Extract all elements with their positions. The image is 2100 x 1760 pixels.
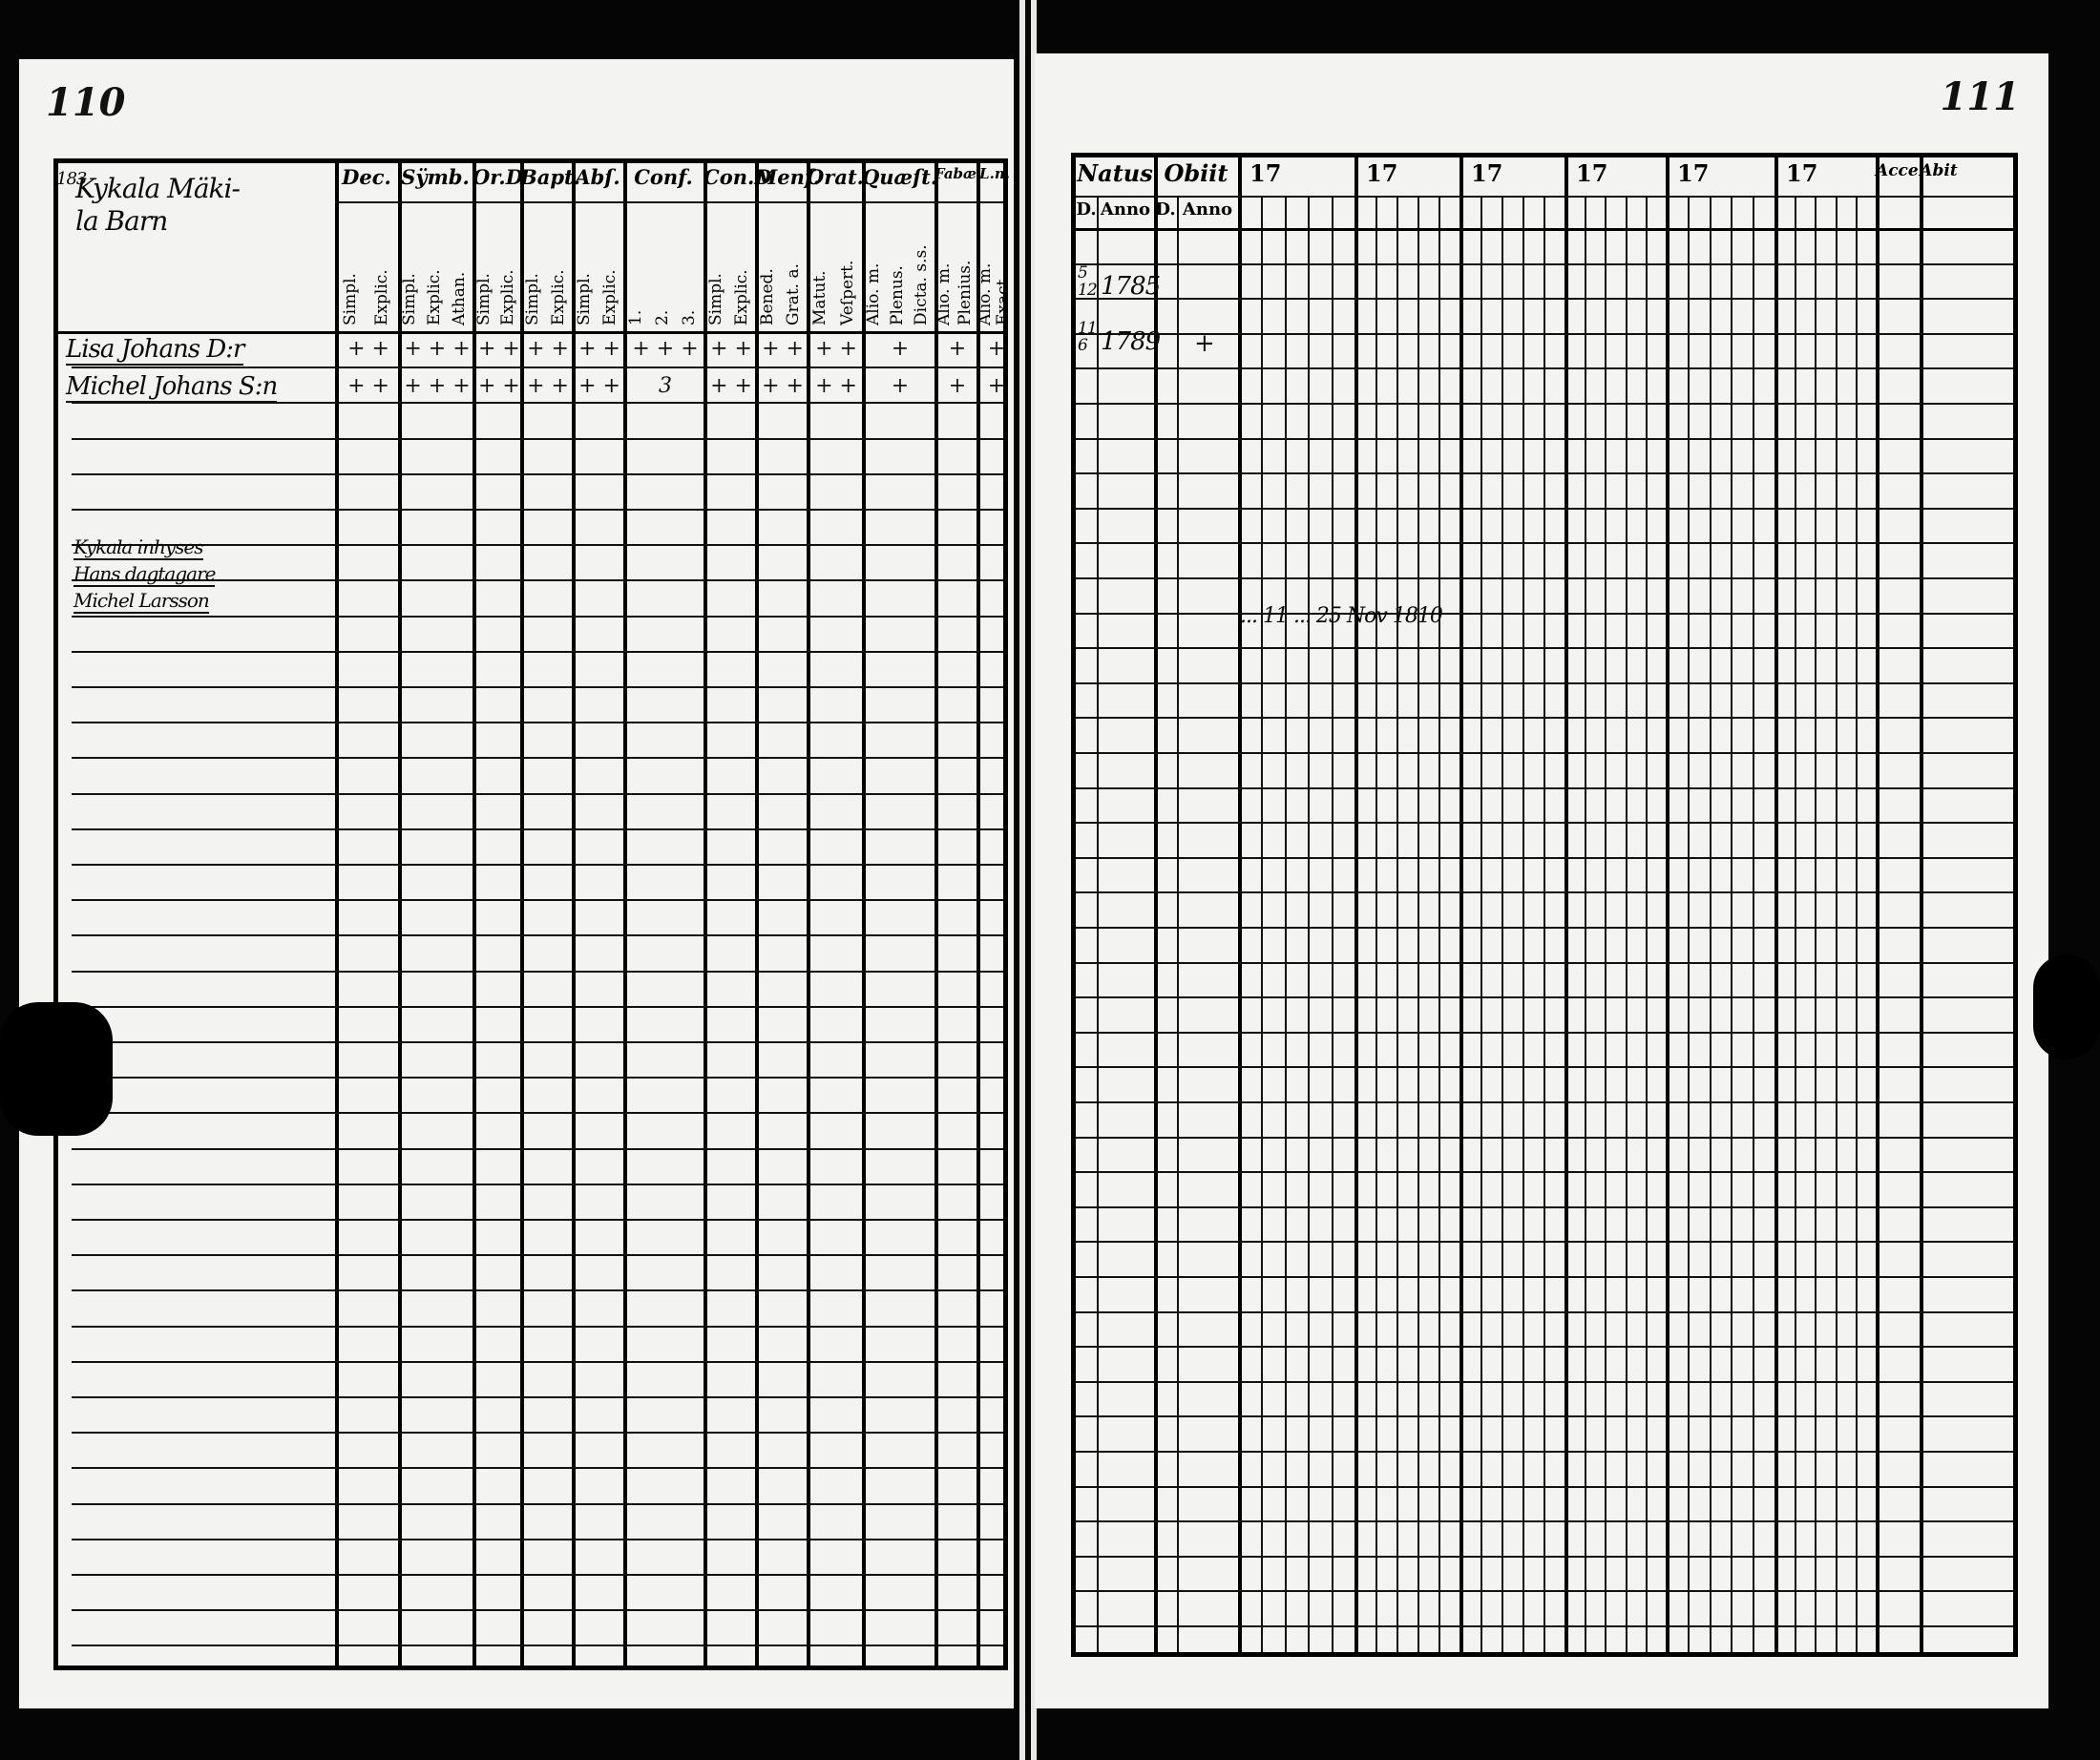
- catechism-mark: + +: [762, 337, 804, 361]
- person-name: Lisa Johans D:r: [66, 335, 244, 364]
- column-divider: [1856, 196, 1858, 1652]
- catechism-mark: +: [891, 337, 910, 361]
- column-divider: [1666, 157, 1670, 1652]
- row-rule: [72, 1326, 1003, 1328]
- person-name: Michel Johans S:n: [66, 372, 278, 402]
- catechism-mark: + +: [347, 374, 389, 399]
- column-header: Conf.: [634, 165, 693, 189]
- row-rule: [72, 1503, 1003, 1505]
- column-divider: [934, 163, 938, 1666]
- column-header: Dec.: [342, 165, 391, 189]
- row-rule: [72, 757, 1003, 759]
- column-sublabel: Exact.: [993, 274, 1013, 325]
- row-rule: [72, 1396, 1003, 1398]
- column-divider: [520, 163, 524, 1666]
- row-rule: [72, 934, 1003, 936]
- row-rule: [1076, 542, 2013, 544]
- header-rule: [1076, 196, 2013, 198]
- row-rule: [1076, 1625, 2013, 1627]
- column-divider: [755, 163, 759, 1666]
- row-rule: [72, 828, 1003, 830]
- catechism-mark: + +: [815, 374, 857, 399]
- column-sublabel: Bened.: [757, 268, 777, 325]
- catechism-mark: + +: [578, 374, 620, 399]
- header-rule: [1076, 228, 2013, 231]
- page-number: 111: [1940, 74, 2020, 119]
- column-sublabel: Explic.: [731, 269, 751, 325]
- catechism-mark: + +: [815, 337, 857, 361]
- column-sublabel: Explic.: [425, 269, 444, 325]
- row-rule: [72, 544, 1003, 546]
- column-divider: [1753, 196, 1754, 1652]
- column-sublabel: 3.: [680, 309, 699, 325]
- column-divider: [1688, 196, 1690, 1652]
- column-header: Menſ.: [755, 165, 821, 189]
- natus-year-label: Anno: [1100, 199, 1151, 220]
- row-rule: [72, 899, 1003, 901]
- column-header: Or.D: [472, 165, 523, 189]
- column-header: Bapt.: [520, 165, 581, 189]
- catechism-mark: + +: [478, 374, 520, 399]
- column-sublabel: 1.: [626, 309, 645, 325]
- row-rule: [1076, 1206, 2013, 1208]
- column-sublabel: Explic.: [599, 269, 620, 325]
- header-rule: [58, 331, 1003, 334]
- acce-header: Acce: [1876, 161, 1919, 180]
- household-name: Kykala Mäki- la Barn: [75, 173, 240, 237]
- row-rule: [1076, 438, 2013, 440]
- column-divider: [1836, 196, 1838, 1652]
- row-rule: [1076, 752, 2013, 754]
- row-rule: [1076, 1590, 2013, 1592]
- obiit-day-label: D.: [1155, 199, 1176, 220]
- binding-smudge: [2033, 954, 2100, 1059]
- row-rule: [72, 1361, 1003, 1363]
- row-rule: [72, 1254, 1003, 1256]
- row-rule: [72, 1184, 1003, 1185]
- catechism-mark: + + +: [632, 337, 699, 361]
- row-rule: [1076, 647, 2013, 649]
- row-rule: [1076, 1066, 2013, 1068]
- row-rule: [1076, 682, 2013, 684]
- row-rule: [72, 651, 1003, 653]
- catechism-mark: +: [891, 374, 910, 399]
- column-divider: [1920, 157, 1923, 1652]
- row-rule: [1076, 962, 2013, 964]
- row-rule: [1076, 857, 2013, 859]
- row-rule: [1076, 996, 2013, 998]
- catechism-mark: + +: [762, 374, 804, 399]
- header-rule: [335, 201, 1003, 203]
- row-rule: [1076, 927, 2013, 929]
- catechism-mark: + +: [578, 337, 620, 361]
- column-sublabel: Veſpert.: [837, 260, 857, 325]
- catechism-mark: + +: [527, 374, 569, 399]
- row-rule: [1076, 1032, 2013, 1034]
- year-header: 17: [1366, 159, 1398, 187]
- catechism-mark: + +: [527, 337, 569, 361]
- column-divider: [398, 163, 402, 1666]
- column-sublabel: Grat. a.: [783, 262, 803, 325]
- column-divider: [1418, 196, 1419, 1652]
- column-sublabel: Matut.: [809, 270, 830, 325]
- abit-header: Abit: [1920, 161, 1958, 180]
- row-rule: [1076, 1276, 2013, 1278]
- column-divider: [1795, 196, 1796, 1652]
- column-sublabel: Plenus.: [888, 265, 907, 325]
- column-divider: [1097, 196, 1099, 1652]
- row-rule: [1076, 1381, 2013, 1383]
- catechism-mark: + +: [710, 337, 752, 361]
- catechism-mark: +: [948, 374, 967, 399]
- column-header: Fabæ: [934, 165, 977, 182]
- column-divider: [1332, 196, 1334, 1652]
- row-rule: [1076, 1486, 2013, 1488]
- column-sublabel: Explic.: [497, 269, 517, 325]
- row-rule: [72, 1645, 1003, 1646]
- column-divider: [1774, 157, 1778, 1652]
- row-rule: [72, 1289, 1003, 1291]
- catechism-mark: + +: [478, 337, 520, 361]
- column-header: Quæſt.: [862, 165, 938, 189]
- obiit-header: Obiit: [1164, 159, 1228, 187]
- catechism-mark: + + +: [404, 337, 471, 361]
- entry-annotation: ... 11 ... 25 Nov 1810: [1240, 604, 1442, 628]
- year-prefix: 183: [56, 169, 87, 189]
- row-rule: [1076, 333, 2013, 335]
- column-divider: [862, 163, 866, 1666]
- row-rule: [1076, 577, 2013, 579]
- birth-year: 1789: [1101, 327, 1161, 356]
- column-header: Orat.: [807, 165, 864, 189]
- household-note: Kykala inhyses: [74, 535, 203, 558]
- page-number: 110: [46, 80, 126, 125]
- column-divider: [1731, 196, 1732, 1652]
- column-divider: [1876, 157, 1880, 1652]
- right-page: [1035, 53, 2048, 1708]
- column-sublabel: Alio. m.: [975, 262, 995, 325]
- column-sublabel: Simpl.: [340, 273, 360, 325]
- column-divider: [1480, 196, 1482, 1652]
- row-rule: [72, 722, 1003, 723]
- year-header: 17: [1677, 159, 1710, 187]
- column-divider: [1585, 196, 1586, 1652]
- catechism-mark: + +: [710, 374, 752, 399]
- column-divider: [1646, 196, 1648, 1652]
- row-rule: [72, 1006, 1003, 1008]
- column-divider: [1605, 196, 1606, 1652]
- column-sublabel: Explic.: [548, 269, 568, 325]
- row-rule: [1076, 1171, 2013, 1173]
- column-divider: [1460, 157, 1463, 1652]
- row-rule: [1076, 1101, 2013, 1103]
- column-divider: [1564, 157, 1568, 1652]
- column-header: Abſ.: [575, 165, 620, 189]
- catechism-mark: +: [987, 337, 1006, 361]
- row-rule: [1076, 1415, 2013, 1417]
- row-rule: [1076, 508, 2013, 510]
- column-header: Con.D: [704, 165, 772, 189]
- column-divider: [623, 163, 627, 1666]
- column-sublabel: Simpl.: [705, 273, 725, 325]
- catechism-mark: + + +: [404, 374, 471, 399]
- catechism-table: [53, 158, 1013, 1670]
- column-divider: [1154, 157, 1158, 1652]
- household-note: Hans dagtagare: [74, 562, 216, 585]
- row-rule: [72, 686, 1003, 688]
- column-divider: [976, 163, 980, 1666]
- row-rule: [72, 864, 1003, 866]
- household-note: Michel Larsson: [74, 589, 209, 612]
- column-sublabel: Dicta. s.s.: [912, 244, 932, 325]
- birth-day: 11 6: [1078, 319, 1097, 355]
- row-rule: [1076, 263, 2013, 265]
- row-rule: [72, 473, 1003, 475]
- row-rule: [1076, 472, 2013, 474]
- column-sublabel: Plenius.: [956, 260, 975, 325]
- left-page: [19, 59, 1014, 1708]
- column-sublabel: Explic.: [371, 269, 391, 325]
- row-rule: [1076, 822, 2013, 824]
- birth-death-table: [1071, 153, 2018, 1657]
- row-rule: [72, 1041, 1003, 1043]
- row-rule: [72, 1077, 1003, 1079]
- column-sublabel: Simpl.: [574, 273, 594, 325]
- row-rule: [72, 616, 1003, 618]
- column-divider: [704, 163, 707, 1666]
- column-divider: [1261, 196, 1263, 1652]
- death-mark: +: [1194, 329, 1215, 358]
- column-sublabel: Alio. m.: [863, 262, 883, 325]
- birth-year: 1785: [1101, 272, 1161, 301]
- binding-gutter: [1019, 0, 1025, 1760]
- row-rule: [1076, 367, 2013, 369]
- year-header: 17: [1250, 159, 1282, 187]
- column-sublabel: Simpl.: [522, 273, 542, 325]
- row-rule: [72, 1467, 1003, 1469]
- row-rule: [72, 509, 1003, 511]
- row-rule: [72, 438, 1003, 440]
- row-rule: [72, 1219, 1003, 1221]
- row-rule: [72, 1539, 1003, 1540]
- row-rule: [1076, 298, 2013, 300]
- row-rule: [1076, 1451, 2013, 1453]
- row-rule: [72, 1574, 1003, 1576]
- binding-smudge: [0, 1002, 113, 1136]
- catechism-mark: +: [948, 337, 967, 361]
- row-rule: [1076, 1520, 2013, 1522]
- column-divider: [1815, 196, 1816, 1652]
- row-rule: [1076, 613, 2013, 615]
- row-rule: [1076, 1346, 2013, 1348]
- year-header: 17: [1576, 159, 1608, 187]
- column-divider: [335, 163, 339, 1666]
- column-divider: [1522, 196, 1524, 1652]
- column-divider: [1177, 196, 1179, 1652]
- column-divider: [1396, 196, 1398, 1652]
- catechism-mark: +: [987, 374, 1006, 399]
- catechism-mark: 3: [659, 374, 672, 399]
- column-divider: [1285, 196, 1287, 1652]
- column-header: Sÿmb.: [401, 165, 470, 189]
- column-divider: [1376, 196, 1377, 1652]
- column-divider: [1354, 157, 1358, 1652]
- row-rule: [1076, 717, 2013, 719]
- column-divider: [472, 163, 476, 1666]
- natus-header: Natus: [1077, 159, 1153, 187]
- column-divider: [1438, 196, 1440, 1652]
- column-divider: [1710, 196, 1712, 1652]
- column-divider: [807, 163, 810, 1666]
- year-header: 17: [1471, 159, 1503, 187]
- catechism-mark: + +: [347, 337, 389, 361]
- column-divider: [1238, 157, 1242, 1652]
- year-header: 17: [1786, 159, 1818, 187]
- row-rule: [72, 793, 1003, 795]
- column-divider: [1544, 196, 1545, 1652]
- column-header: L.n.: [979, 165, 1010, 182]
- row-rule: [1076, 1241, 2013, 1243]
- row-rule: [1076, 1556, 2013, 1558]
- row-rule: [1076, 1137, 2013, 1139]
- column-divider: [1502, 196, 1503, 1652]
- column-sublabel: Athan.: [450, 271, 469, 325]
- column-sublabel: 2.: [653, 309, 672, 325]
- birth-day: 5 12: [1078, 263, 1097, 300]
- column-divider: [1626, 196, 1628, 1652]
- natus-day-label: D.: [1076, 199, 1097, 220]
- row-rule: [1076, 891, 2013, 893]
- column-sublabel: Alio. m.: [934, 262, 954, 325]
- row-rule: [1076, 787, 2013, 789]
- row-rule: [72, 1112, 1003, 1114]
- row-rule: [72, 1148, 1003, 1150]
- row-rule: [72, 367, 1003, 368]
- row-rule: [1076, 403, 2013, 405]
- column-divider: [572, 163, 576, 1666]
- column-divider: [1308, 196, 1310, 1652]
- row-rule: [72, 1609, 1003, 1611]
- obiit-year-label: Anno: [1182, 199, 1233, 220]
- column-sublabel: Simpl.: [400, 273, 419, 325]
- row-rule: [1076, 1311, 2013, 1313]
- row-rule: [72, 971, 1003, 973]
- column-sublabel: Simpl.: [473, 273, 494, 325]
- row-rule: [72, 1432, 1003, 1434]
